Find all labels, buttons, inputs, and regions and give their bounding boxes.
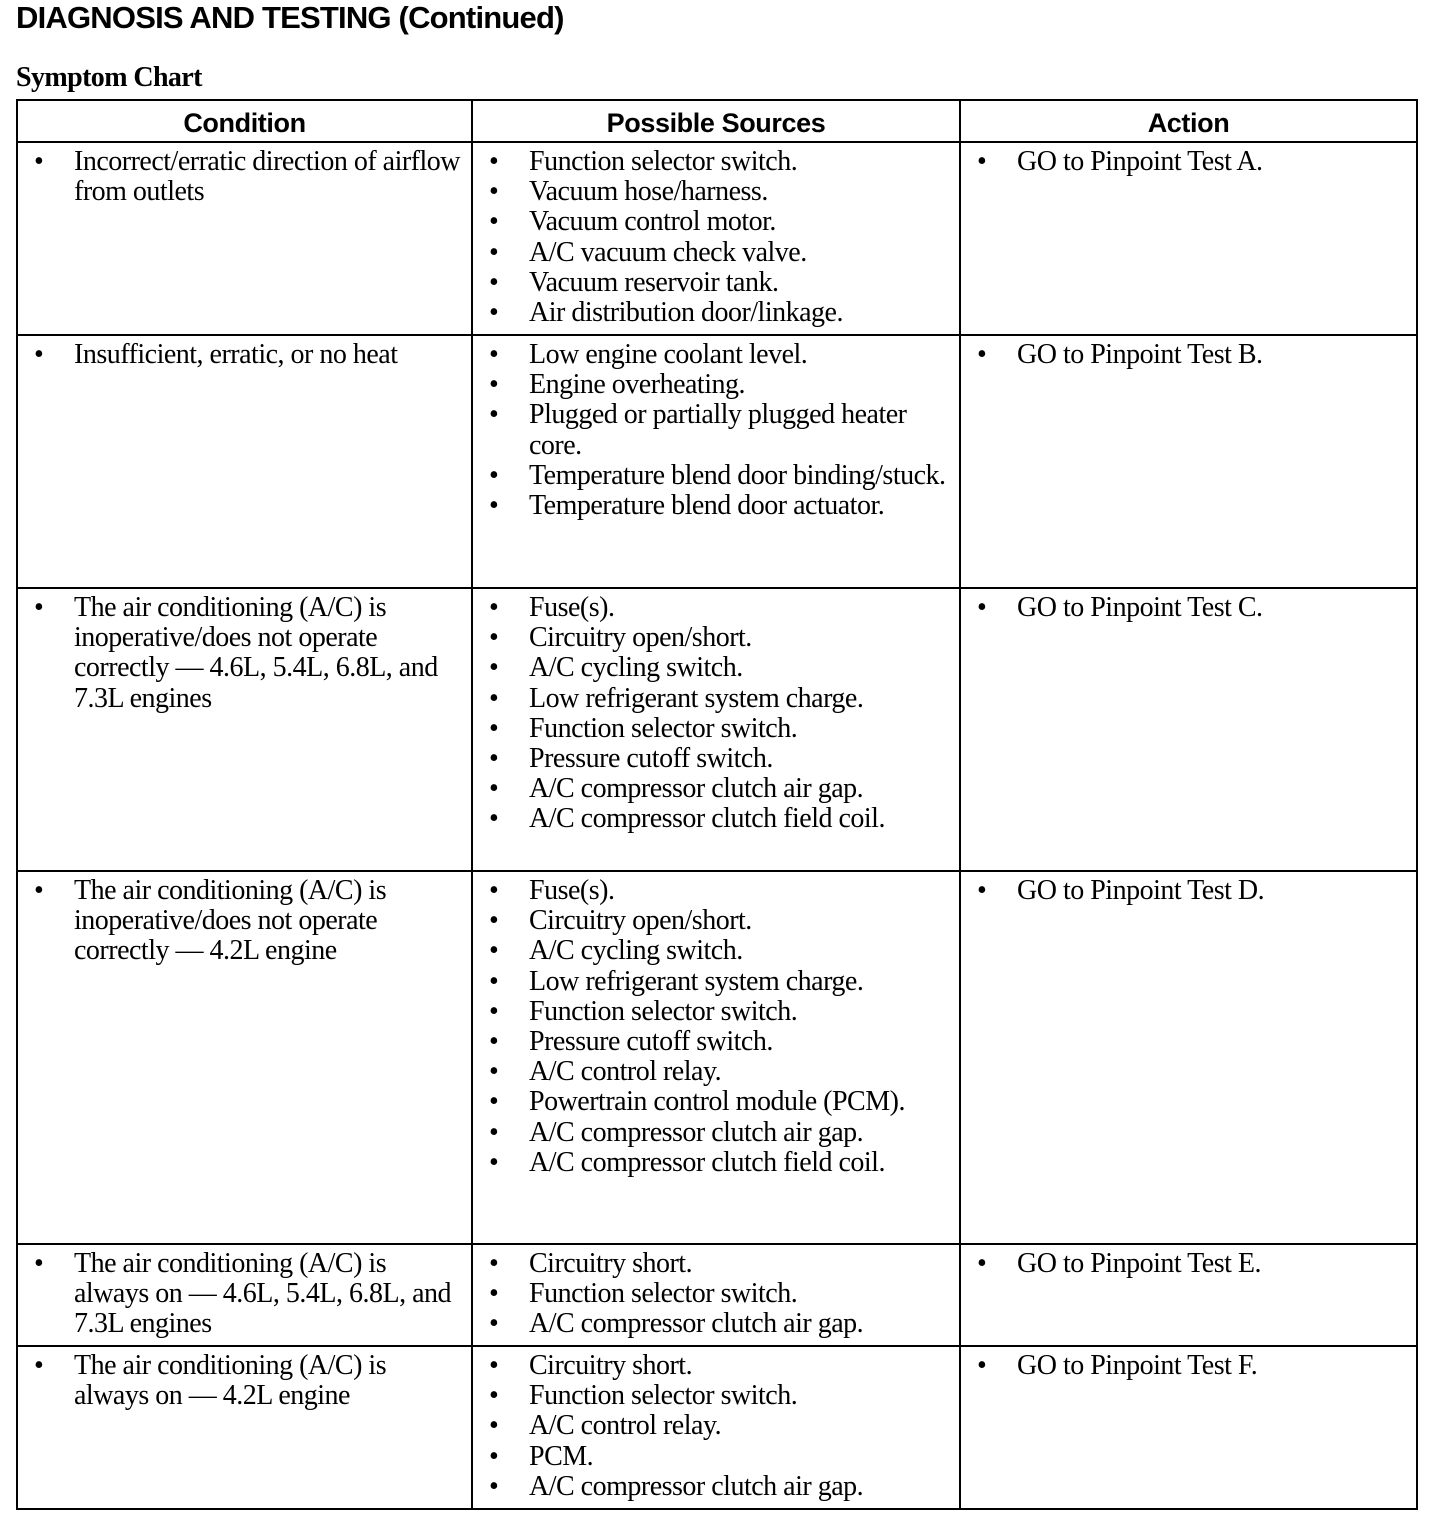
condition-text: • The air conditioning (A/C) is inoperative/does not operate correctly — 4.2L engine: [24, 876, 465, 967]
sources-cell: [472, 588, 960, 871]
source-item: • Fuse(s).: [479, 876, 953, 906]
source-item: • Engine overheating.: [479, 370, 953, 400]
source-item: • Circuitry short.: [479, 1351, 953, 1381]
source-item: • PCM.: [479, 1442, 953, 1472]
source-item: • Low refrigerant system charge.: [479, 967, 953, 997]
condition-cell: [17, 1244, 472, 1346]
table-row: [17, 871, 1417, 1244]
section-title: Symptom Chart: [16, 62, 202, 93]
sources-cell: [472, 871, 960, 1244]
action-text: • GO to Pinpoint Test B.: [967, 340, 1410, 370]
source-item: • Low engine coolant level.: [479, 340, 953, 370]
source-item: • Vacuum reservoir tank.: [479, 268, 953, 298]
source-item: • A/C compressor clutch air gap.: [479, 774, 953, 804]
condition-cell: [17, 142, 472, 335]
condition-cell: [17, 335, 472, 588]
condition-cell: [17, 588, 472, 871]
source-item: • Pressure cutoff switch.: [479, 1027, 953, 1057]
source-item: • Pressure cutoff switch.: [479, 744, 953, 774]
source-item: • A/C cycling switch.: [479, 653, 953, 683]
source-item: • Circuitry open/short.: [479, 906, 953, 936]
sources-cell: [472, 142, 960, 335]
table-row: [17, 588, 1417, 871]
source-item: • Vacuum control motor.: [479, 207, 953, 237]
source-item: • Powertrain control module (PCM).: [479, 1087, 953, 1117]
action-cell: [960, 142, 1417, 335]
table-row: [17, 142, 1417, 335]
action-cell: [960, 335, 1417, 588]
source-item: • Low refrigerant system charge.: [479, 684, 953, 714]
source-item: • Vacuum hose/harness.: [479, 177, 953, 207]
action-text: • GO to Pinpoint Test F.: [967, 1351, 1410, 1381]
source-item: • Function selector switch.: [479, 1279, 953, 1309]
source-item: • Temperature blend door binding/stuck.: [479, 461, 953, 491]
table-row: [17, 1244, 1417, 1346]
action-cell: [960, 871, 1417, 1244]
page-heading: DIAGNOSIS AND TESTING (Continued): [16, 0, 564, 35]
source-item: • A/C compressor clutch air gap.: [479, 1118, 953, 1148]
source-item: • A/C compressor clutch field coil.: [479, 1148, 953, 1178]
condition-text: • Incorrect/erratic direction of airflow from outlets: [24, 147, 465, 207]
symptom-chart-table: [16, 99, 1418, 1510]
condition-text: • The air conditioning (A/C) is inoperative/does not operate correctly — 4.6L, 5.4L, 6.8L, and 7.3L engines: [24, 593, 465, 714]
header-action: Action: [960, 100, 1417, 142]
source-item: • Function selector switch.: [479, 147, 953, 177]
table-row: [17, 335, 1417, 588]
action-cell: [960, 588, 1417, 871]
sources-cell: [472, 1346, 960, 1509]
source-item: • Circuitry short.: [479, 1249, 953, 1279]
source-item: • Function selector switch.: [479, 1381, 953, 1411]
condition-cell: [17, 1346, 472, 1509]
condition-cell: [17, 871, 472, 1244]
condition-text: • Insufficient, erratic, or no heat: [24, 340, 465, 370]
action-text: • GO to Pinpoint Test E.: [967, 1249, 1410, 1279]
sources-cell: [472, 1244, 960, 1346]
source-item: • A/C cycling switch.: [479, 936, 953, 966]
table-header-row: [17, 100, 1417, 142]
source-item: • Function selector switch.: [479, 997, 953, 1027]
action-text: • GO to Pinpoint Test C.: [967, 593, 1410, 623]
source-item: • Function selector switch.: [479, 714, 953, 744]
action-text: • GO to Pinpoint Test A.: [967, 147, 1410, 177]
header-possible-sources: Possible Sources: [472, 100, 960, 142]
action-cell: [960, 1244, 1417, 1346]
action-cell: [960, 1346, 1417, 1509]
source-item: • A/C control relay.: [479, 1411, 953, 1441]
source-item: • Fuse(s).: [479, 593, 953, 623]
table-row: [17, 1346, 1417, 1509]
action-text: • GO to Pinpoint Test D.: [967, 876, 1410, 906]
source-item: • Air distribution door/linkage.: [479, 298, 953, 328]
condition-text: • The air conditioning (A/C) is always on — 4.6L, 5.4L, 6.8L, and 7.3L engines: [24, 1249, 465, 1340]
header-condition: Condition: [17, 100, 472, 142]
source-item: • A/C compressor clutch air gap.: [479, 1472, 953, 1502]
source-item: • Plugged or partially plugged heater core.: [479, 400, 953, 460]
source-item: • A/C compressor clutch field coil.: [479, 804, 953, 834]
source-item: • Circuitry open/short.: [479, 623, 953, 653]
source-item: • A/C compressor clutch air gap.: [479, 1309, 953, 1339]
source-item: • A/C control relay.: [479, 1057, 953, 1087]
condition-text: • The air conditioning (A/C) is always on — 4.2L engine: [24, 1351, 465, 1411]
source-item: • Temperature blend door actuator.: [479, 491, 953, 521]
source-item: • A/C vacuum check valve.: [479, 238, 953, 268]
sources-cell: [472, 335, 960, 588]
